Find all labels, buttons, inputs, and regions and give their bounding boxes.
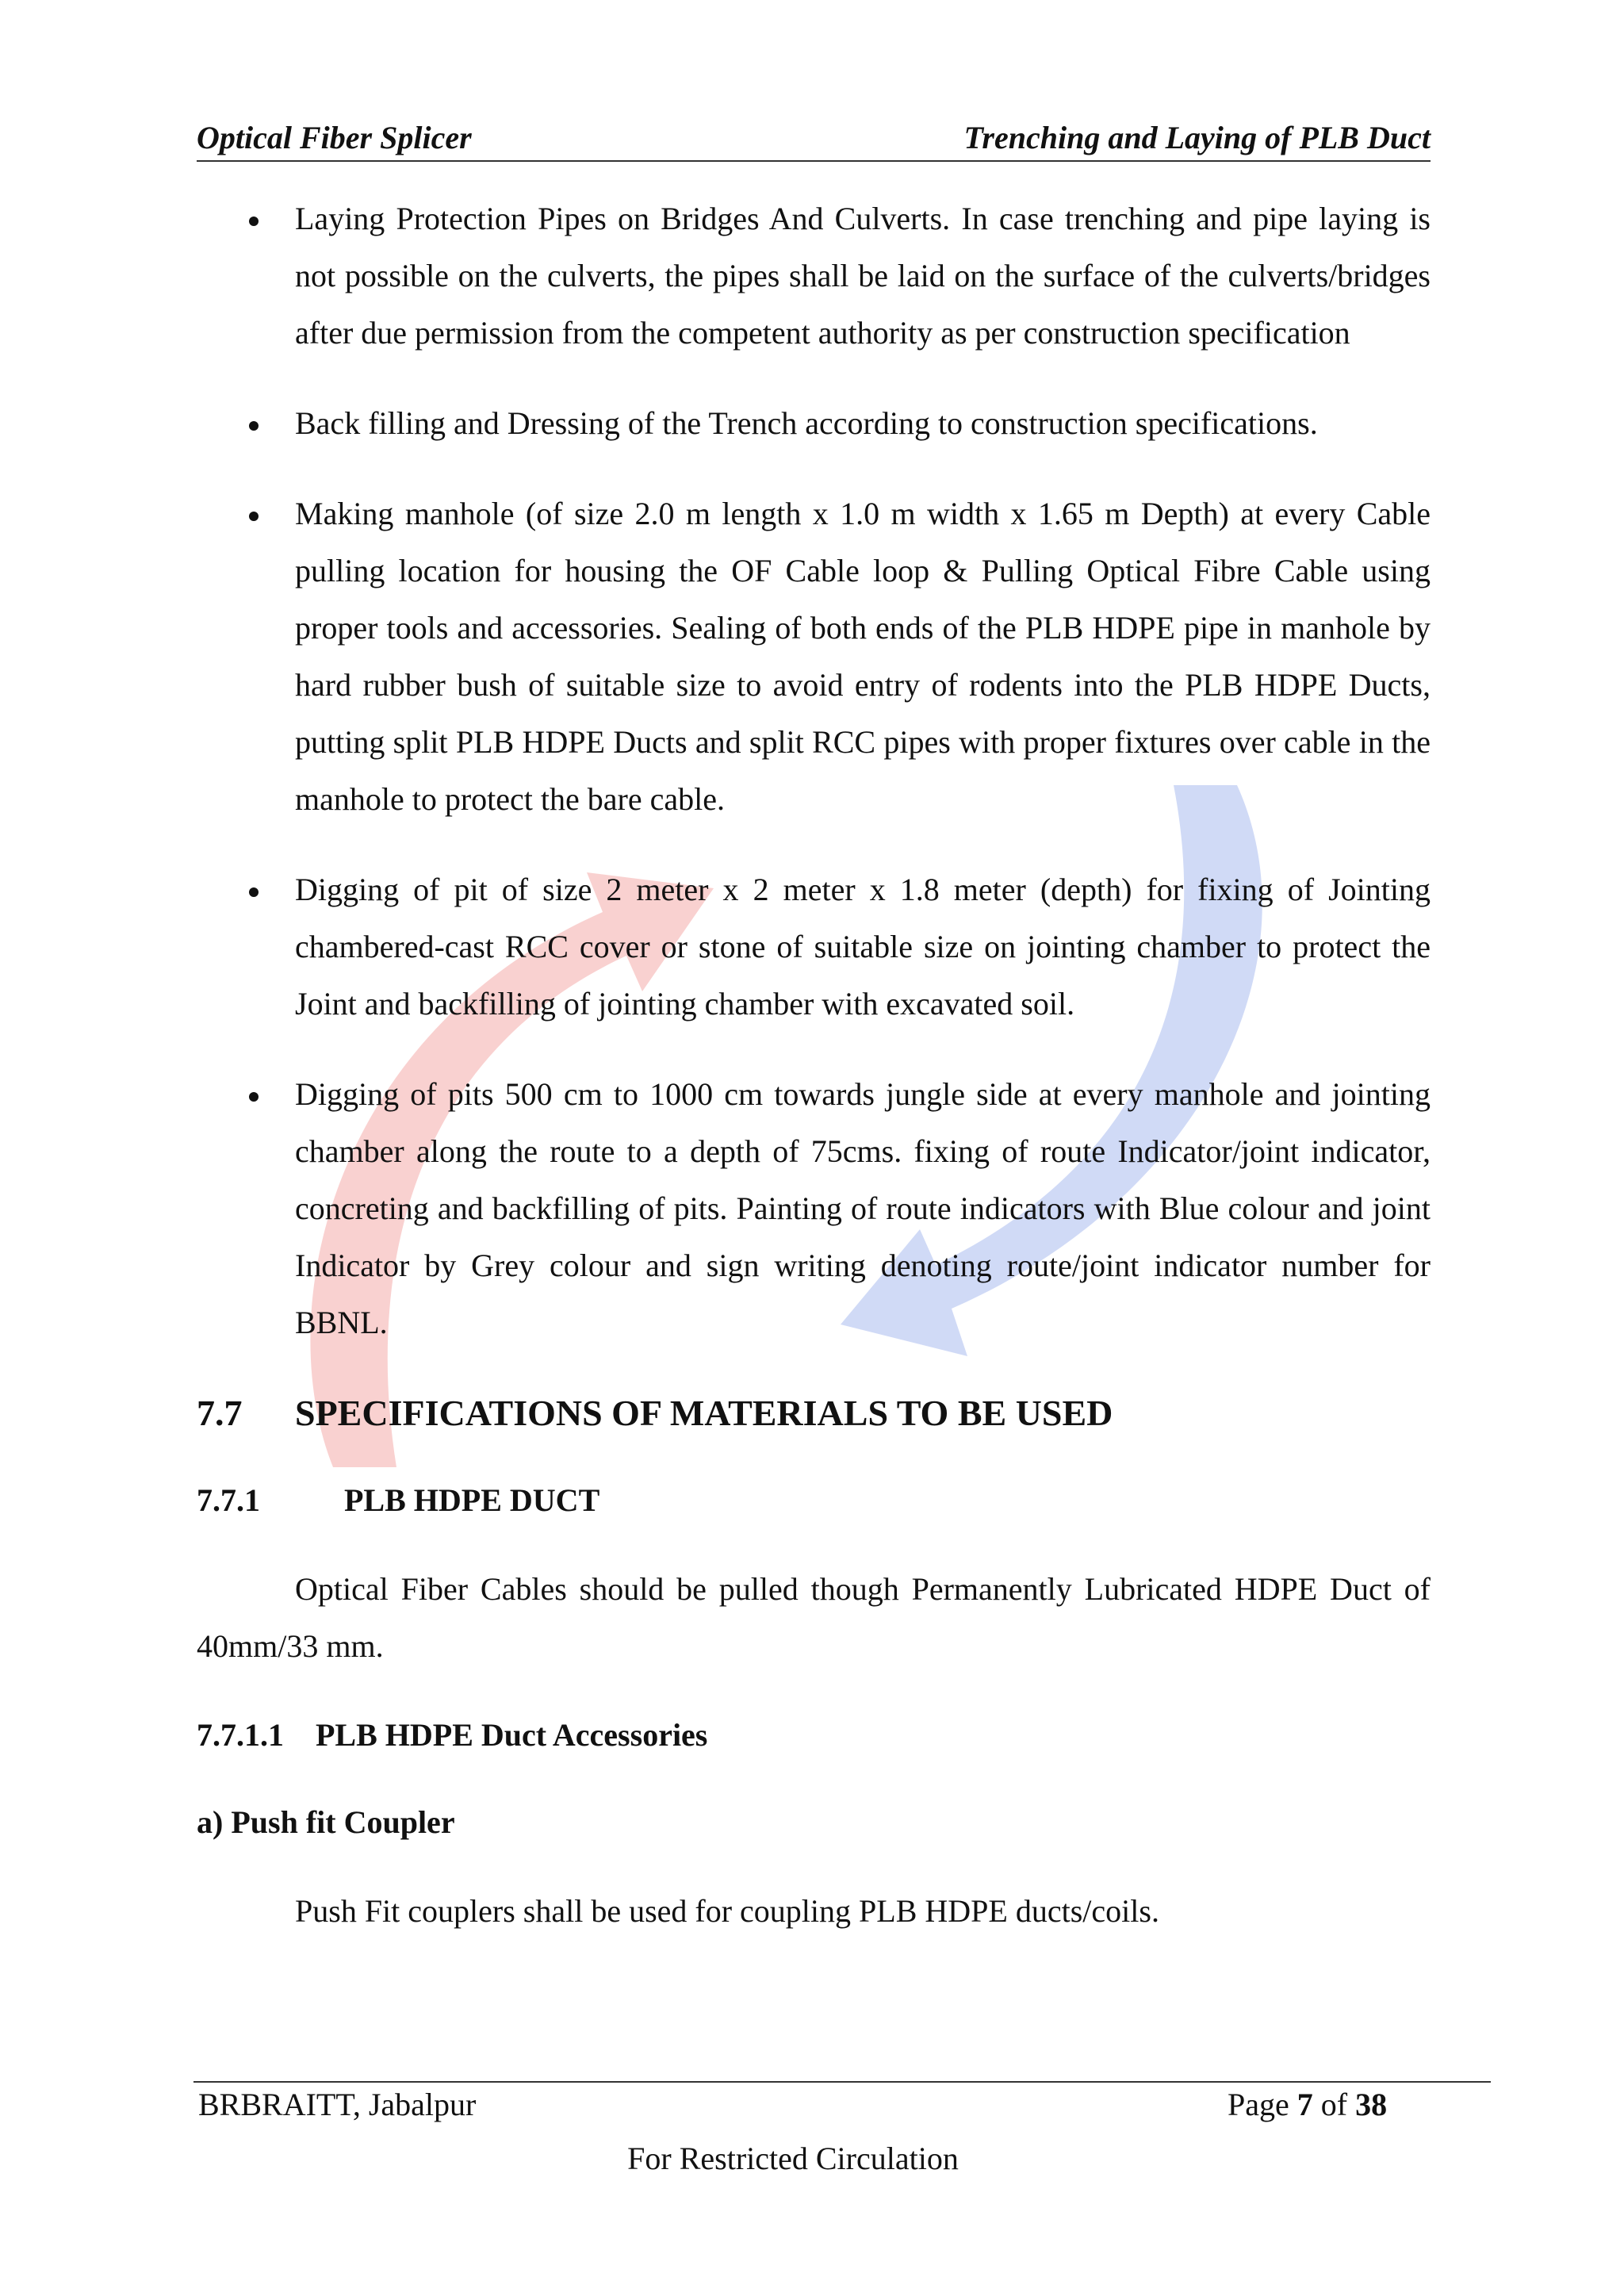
section-heading: [197, 1385, 1431, 1442]
subsubsection-title: PLB HDPE Duct Accessories: [316, 1717, 708, 1753]
section-title: SPECIFICATIONS OF MATERIALS TO BE USED: [295, 1393, 1113, 1433]
page-of: of: [1320, 2087, 1348, 2122]
section-number: 7.7: [197, 1393, 243, 1433]
item-paragraph: Push Fit couplers shall be used for coupling PLB HDPE ducts/coils.: [295, 1893, 1159, 1929]
list-item: [197, 485, 1431, 828]
page-header: [197, 119, 1431, 162]
bullet-icon: [249, 512, 259, 521]
subsection-paragraph: Optical Fiber Cables should be pulled though Permanently Lubricated HDPE Duct of 40mm/33 mm.: [197, 1571, 1431, 1664]
bullet-list: [197, 190, 1431, 1351]
bullet-icon: [249, 887, 259, 897]
page-current: 7: [1297, 2087, 1313, 2122]
footer-circulation: For Restricted Circulation: [627, 2141, 959, 2176]
bullet-icon: [249, 1092, 259, 1102]
subsection-heading: [197, 1472, 1431, 1529]
bullet-icon: [249, 421, 259, 431]
subsubsection-number: 7.7.1.1: [197, 1717, 284, 1753]
subsection-number: 7.7.1: [197, 1482, 260, 1518]
page-content: [197, 190, 1431, 1972]
page-label: Page: [1228, 2087, 1289, 2122]
bullet-text: Digging of pit of size 2 meter x 2 meter x 1.8 meter (depth) for fixing of Jointing chambered-cast RCC cover or stone of suitable size on jointing chamber to protect the Joint and backfilling of jointing chamber with excavated soil.: [295, 872, 1431, 1022]
subsubsection-heading: [197, 1707, 1431, 1764]
bullet-text: Laying Protection Pipes on Bridges And Culverts. In case trenching and pipe laying is not possible on the culverts, the pipes shall be laid on the surface of the culverts/bridges after due permission from the competent authority as per construction specification: [295, 201, 1431, 351]
page-total: 38: [1355, 2087, 1388, 2122]
list-item: [197, 861, 1431, 1033]
bullet-icon: [249, 217, 259, 226]
bullet-text: Back filling and Dressing of the Trench according to construction specifications.: [295, 405, 1318, 441]
subsection-title: PLB HDPE DUCT: [344, 1482, 600, 1518]
item-heading: a) Push fit Coupler: [197, 1804, 455, 1840]
footer-institution: BRBRAITT, Jabalpur: [198, 2087, 477, 2122]
bullet-text: Digging of pits 500 cm to 1000 cm towards jungle side at every manhole and jointing chamber along the route to a depth of 75cms. fixing of route Indicator/joint indicator, concreting and backfilling of pits. Painting of route indicators with Blue colour and joint Indicator by Grey colour and sign writing denoting route/joint indicator number for BBNL.: [295, 1076, 1431, 1340]
header-right-title: Trenching and Laying of PLB Duct: [963, 120, 1431, 155]
list-item: [197, 190, 1431, 362]
list-item: [197, 395, 1431, 452]
footer-divider: [193, 2081, 1491, 2083]
bullet-text: Making manhole (of size 2.0 m length x 1.0 m width x 1.65 m Depth) at every Cable pulling location for housing the OF Cable loop & Pulling Optical Fibre Cable using proper tools and accessories. Sealing of both ends of the PLB HDPE pipe in manhole by hard rubber bush of suitable size to avoid entry of rodents into the PLB HDPE Ducts, putting split PLB HDPE Ducts and split RCC pipes with proper fixtures over cable in the manhole to protect the bare cable.: [295, 496, 1431, 817]
footer-page-number: [1228, 2086, 1387, 2123]
list-item: [197, 1066, 1431, 1351]
header-left-title: Optical Fiber Splicer: [197, 120, 472, 155]
